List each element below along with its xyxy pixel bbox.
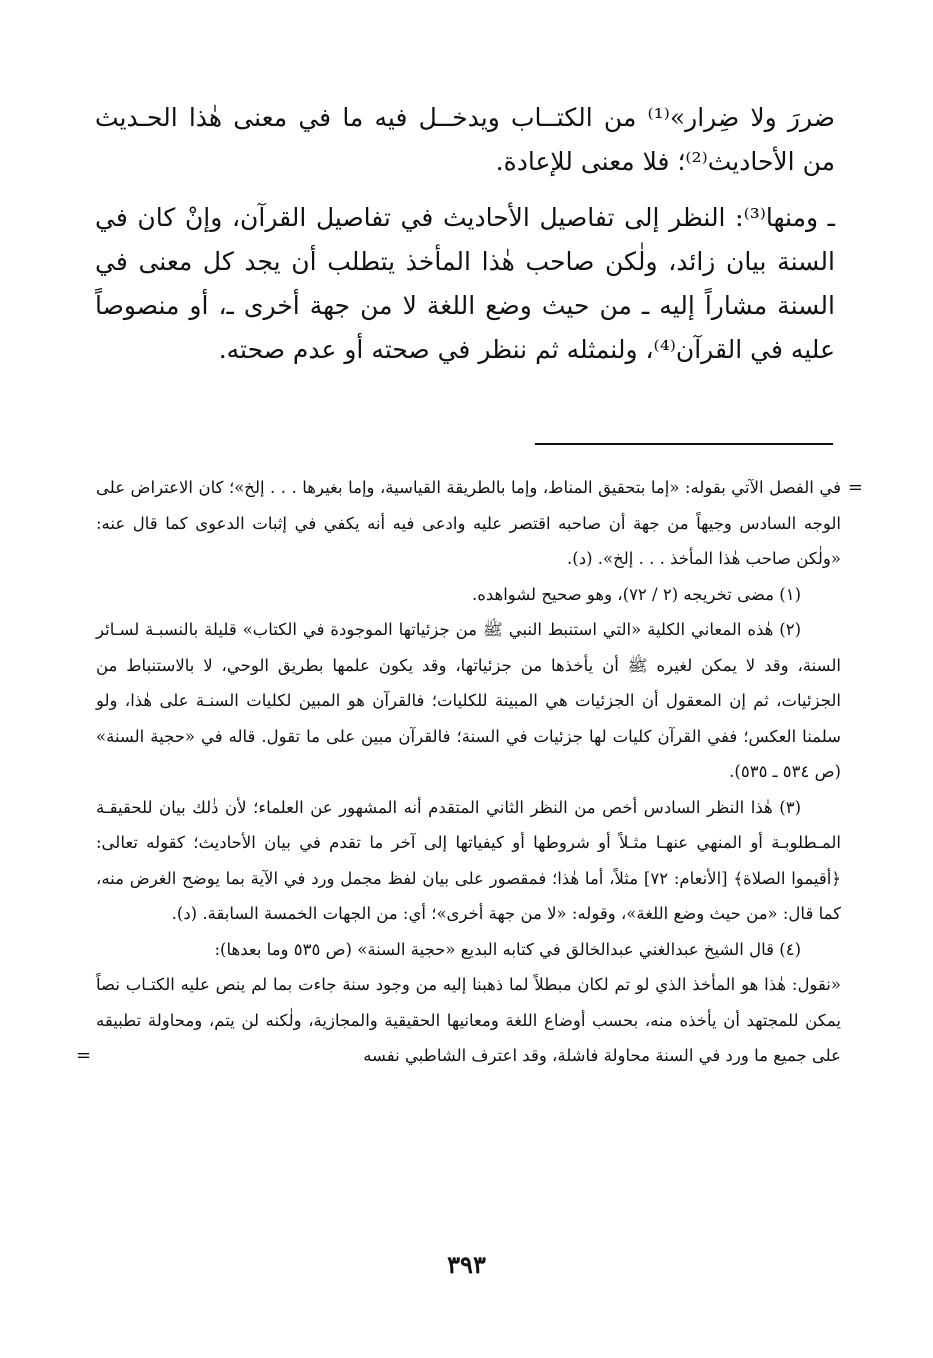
footnote-separator — [535, 443, 833, 445]
footnote-2: (٢) هٰذه المعاني الكلية «التي استنبط النبي ﷺ من جزئياتها الموجودة في الكتاب» قليلة بالنسبـة لسـائر السنة، وقد لا يمكن لغيره ﷺ أن يأخذها من جزئياتها، وقد يكون علمها بطريق الوحي، لا بالاستنباط من الجزئيات، ثم إن المعقول أن الجزئيات هي المبينة للكليات؛ فالقرآن هو المبين لكليات السنـة على هٰذا، ولو سلمنا العكس؛ ففي القرآن كليات لها جزئيات في السنة؛ فالقرآن مبين على ما تقول. قاله في «حجية السنة» (ص ٥٣٤ ـ ٥٣٥). — [96, 620, 841, 781]
footnote-1: (١) مضى تخريجه (٢ / ٧٢)، وهو صحيح لشواهده. — [471, 584, 801, 604]
page-number: ٣٩٣ — [447, 1250, 486, 1279]
footnote-4-body — [76, 967, 841, 1074]
footnotes — [76, 470, 863, 1074]
main-paragraph-1: ضررَ ولا ضِرار»⁽¹⁾ من الكتــاب ويدخــل فيه ما في معنى هٰذا الحـديث من الأحاديث⁽²⁾؛ فلا معنى للإعادة. — [95, 103, 835, 176]
footnote-4-head: (٤) قال الشيخ عبدالغني عبدالخالق في كتابه البديع «حجية السنة» (ص ٥٣٥ وما بعدها): — [214, 939, 801, 959]
continuation-mark-end: = — [76, 1045, 92, 1066]
main-text — [95, 96, 835, 372]
footnote-4-body-text: «نقول: هٰذا هو المأخذ الذي لو تم لكان مبطلاً لما ذهبنا إليه من وجود سنة جاءت بما لم ينص عليه الكتـاب نصاً يمكن للمجتهد أن يأخذه منه، بحسب أوضاع اللغة ومعانيها الحقيقية والمجازية، ولٰكنه لن يتم، ومحاولة تطبيقه على جميع ما ورد في السنة محاولة فاشلة، وقد اعترف الشاطبي نفسه — [96, 975, 841, 1065]
footnote-continuation-text: في الفصل الآتي بقوله: «إما بتحقيق المناط، وإما بالطريقة القياسية، وإما بغيرها . . . إلخ»؛ كان الاعتراض على الوجه السادس وجيهاً من جهة أن صاحبه اقتصر عليه وادعى فيه أنه يكفي في إثبات الدعوى كما قال عنه: «ولٰكن صاحب هٰذا المأخذ . . . إلخ». (د). — [96, 478, 841, 568]
footnote-continuation — [96, 470, 863, 577]
footnote-3: (٣) هٰذا النظر السادس أخص من النظر الثاني المتقدم أنه المشهور عن العلماء؛ لأن ذٰلك بيان للحقيقـة المـطلوبـة أو المنهي عنهـا مثـلاً أو شروطها أو كيفياتها إلى آخر ما تقدم في بيان الأحاديث؛ كقوله تعالى: ﴿أقيموا الصلاة﴾ [الأنعام: ٧٢] مثلاً، أما هٰذا؛ فمقصور على بيان لفظ مجمل ورد في الآية بما يوضح الغرض منه، كما قال: «من حيث وضع اللغة»، وقوله: «لا من جهة أخرى»؛ أي: من الجهات الخمسة السابقة. (د). — [96, 797, 841, 923]
continuation-mark-start: = — [847, 477, 863, 498]
main-paragraph-2: ـ ومنها⁽³⁾: النظر إلى تفاصيل الأحاديث في تفاصيل القرآن، وإنْ كان في السنة بيان زائد، ولٰكن صاحب هٰذا المأخذ يتطلب أن يجد كل معنى في السنة مشاراً إليه ـ من حيث وضع اللغة لا من جهة أخرى ـ، أو منصوصاً عليه في القرآن⁽⁴⁾، ولنمثله ثم ننظر في صحته أو عدم صحته. — [95, 203, 835, 364]
